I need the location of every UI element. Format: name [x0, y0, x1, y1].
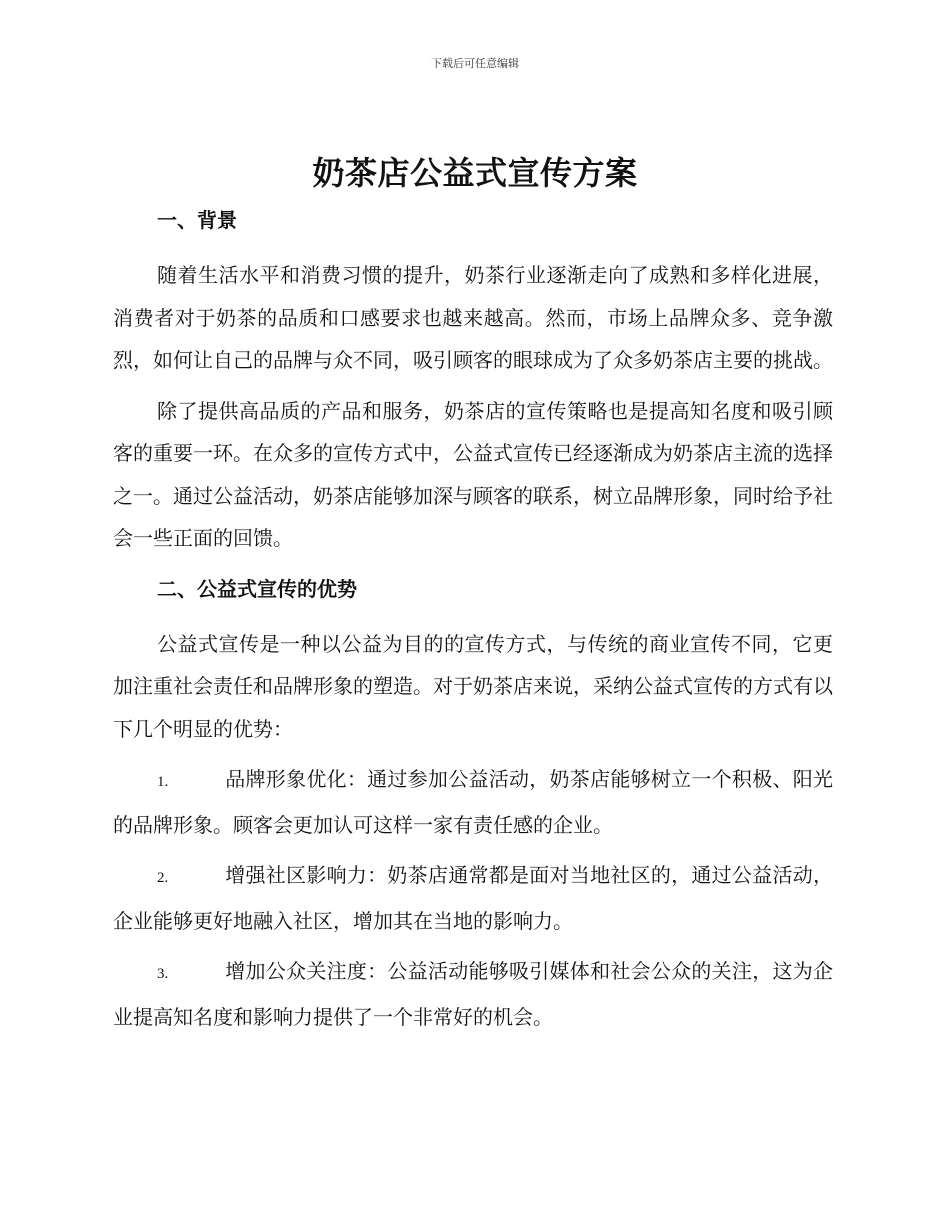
list-item	[113, 854, 833, 942]
list-item	[113, 950, 833, 1038]
section-heading-background: 一、背景	[157, 208, 237, 232]
document-title: 奶茶店公益式宣传方案	[312, 154, 638, 192]
header-note: 下载后可任意编辑	[431, 57, 519, 70]
list-item	[113, 758, 833, 846]
list-item-number: 3.	[157, 966, 169, 982]
list-item-number: 2.	[157, 870, 169, 886]
document-body	[113, 204, 833, 1038]
paragraph-background-1: 随着生活水平和消费习惯的提升，奶茶行业逐渐走向了成熟和多样化进展，消费者对于奶茶的品质和口感要求也越来越高。然而，市场上品牌众多、竞争激烈，如何让自己的品牌与众不同，吸引顾客的眼球成为了众多奶茶店主要的挑战。	[113, 263, 833, 372]
paragraph-advantages-intro: 公益式宣传是一种以公益为目的的宣传方式，与传统的商业宣传不同，它更加注重社会责任和品牌形象的塑造。对于奶茶店来说，采纳公益式宣传的方式有以下几个明显的优势：	[113, 631, 833, 741]
list-item-text: 品牌形象优化：通过参加公益活动，奶茶店能够树立一个积极、阳光的品牌形象。顾客会更加认可这样一家有责任感的企业。	[113, 767, 833, 837]
list-item-text: 增强社区影响力：奶茶店通常都是面对当地社区的，通过公益活动，企业能够更好地融入社区，增加其在当地的影响力。	[113, 863, 833, 933]
paragraph-background-2: 除了提供高品质的产品和服务，奶茶店的宣传策略也是提高知名度和吸引顾客的重要一环。在众多的宣传方式中，公益式宣传已经逐渐成为奶茶店主流的选择之一。通过公益活动，奶茶店能够加深与顾客的联系，树立品牌形象，同时给予社会一些正面的回馈。	[113, 398, 833, 550]
list-item-text: 增加公众关注度：公益活动能够吸引媒体和社会公众的关注，这为企业提高知名度和影响力提供了一个非常好的机会。	[113, 959, 833, 1029]
section-heading-advantages: 二、公益式宣传的优势	[157, 576, 357, 601]
list-item-number: 1.	[157, 774, 169, 790]
